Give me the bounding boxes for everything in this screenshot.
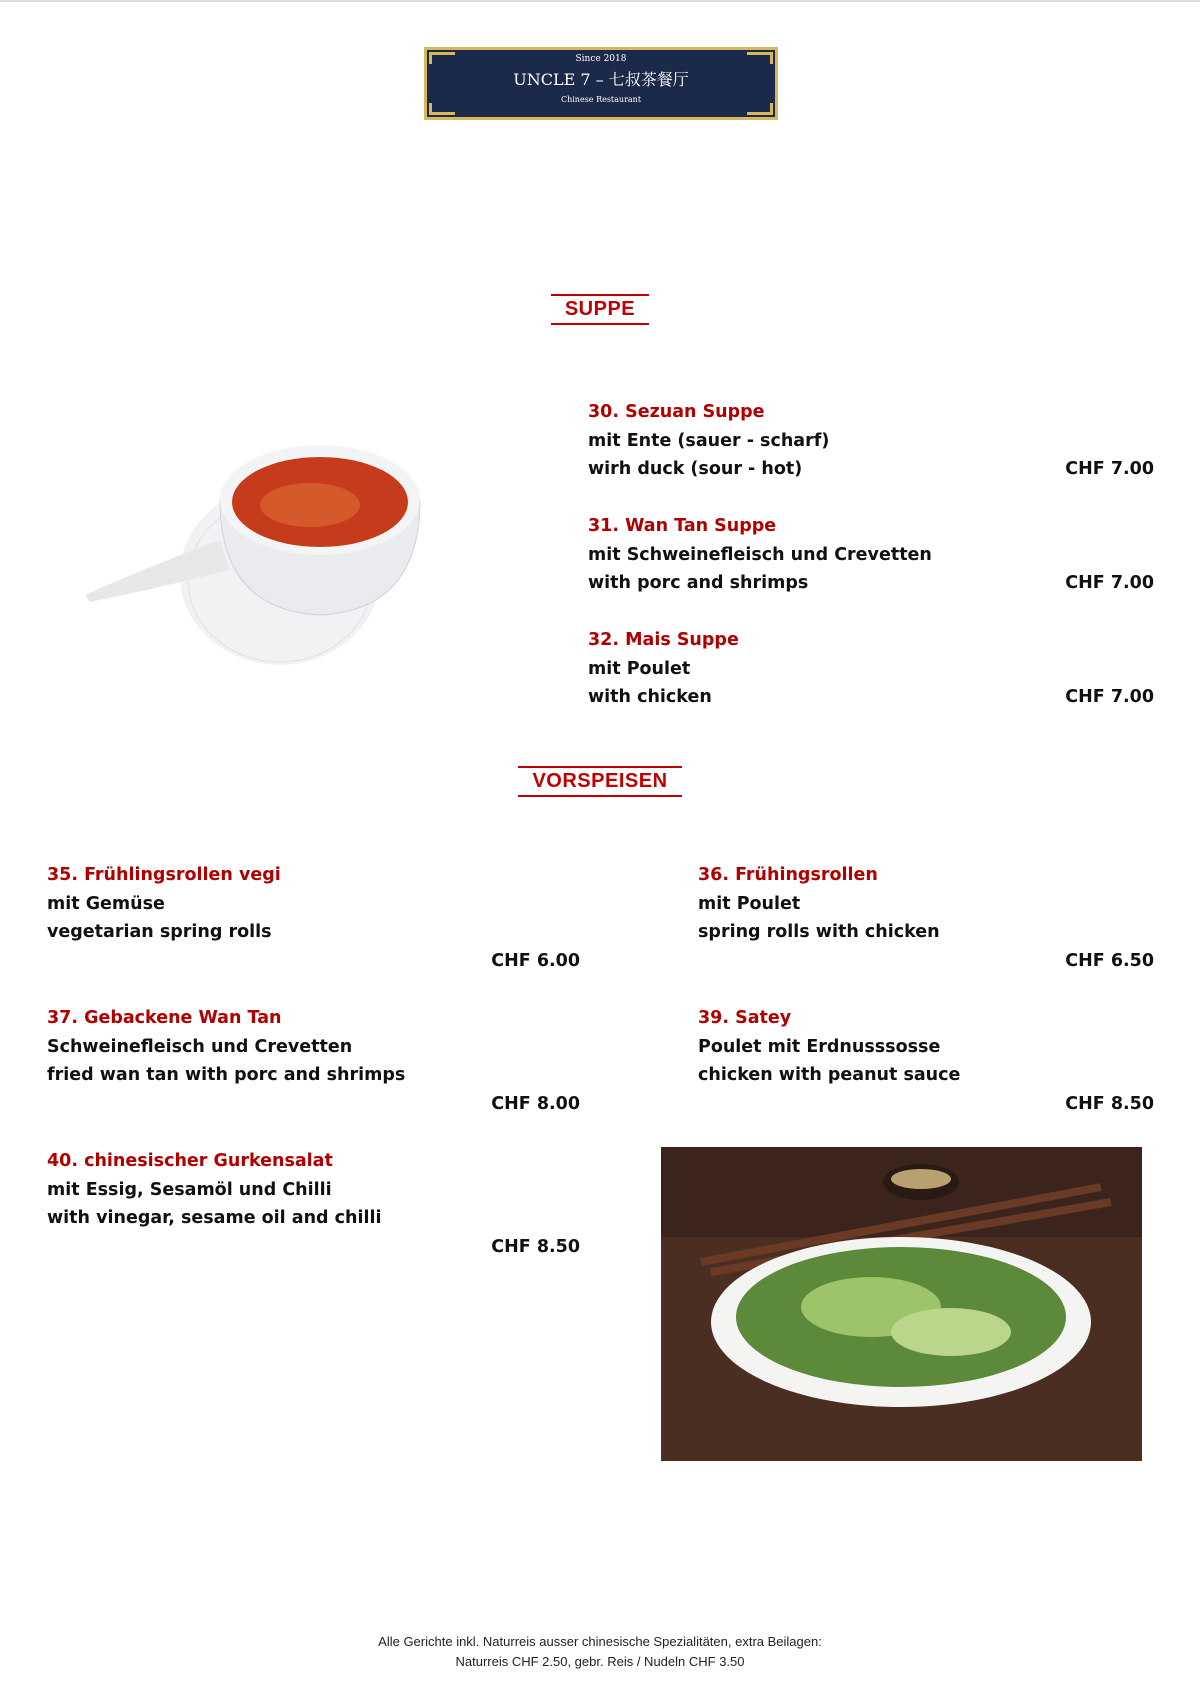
item-description-de: mit Essig, Sesamöl und Chilli (47, 1179, 332, 1200)
item-description-en: with vinegar, sesame oil and chilli (47, 1208, 382, 1228)
logo-subtitle: Chinese Restaurant (560, 95, 642, 104)
cucumber-salad-image (661, 1147, 1142, 1461)
menu-item (588, 398, 829, 484)
item-price: CHF 7.00 (1065, 573, 1154, 593)
item-description-en: with chicken (588, 687, 712, 707)
item-title: 32. Mais Suppe (588, 630, 739, 650)
logo-name: UNCLE 7 – 七叔茶餐厅 (513, 70, 689, 89)
item-price: CHF 7.00 (1065, 459, 1154, 479)
item-description-de: mit Schweinefleisch und Crevetten (588, 544, 932, 565)
item-description-en: wirh duck (sour - hot) (588, 459, 803, 479)
menu-item (588, 512, 932, 598)
top-border (0, 0, 1200, 2)
item-title: 30. Sezuan Suppe (588, 402, 765, 422)
item-title: 37. Gebackene Wan Tan (47, 1008, 282, 1028)
footer-line-1: Alle Gerichte inkl. Naturreis ausser chinesische Spezialitäten, extra Beilagen: (378, 1634, 822, 1649)
item-price: CHF 8.00 (491, 1094, 580, 1114)
menu-item (47, 1147, 381, 1233)
item-description-en: vegetarian spring rolls (47, 922, 272, 942)
menu-item (588, 626, 739, 712)
menu-item (47, 1004, 405, 1090)
item-price: CHF 8.50 (1065, 1094, 1154, 1114)
item-description-de: mit Ente (sauer - scharf) (588, 430, 830, 451)
item-description-de: mit Poulet (588, 658, 691, 679)
logo-since: Since 2018 (575, 54, 627, 64)
item-price: CHF 6.00 (491, 951, 580, 971)
item-description-de: Schweinefleisch und Crevetten (47, 1036, 353, 1057)
item-description-de: mit Gemüse (47, 893, 165, 914)
item-price: CHF 8.50 (491, 1237, 580, 1257)
soup-image (80, 420, 480, 685)
item-title: 36. Frühingsrollen (698, 865, 878, 885)
item-description-de: mit Poulet (698, 893, 801, 914)
item-description-en: chicken with peanut sauce (698, 1065, 961, 1085)
item-price: CHF 6.50 (1065, 951, 1154, 971)
item-title: 35. Frühlingsrollen vegi (47, 865, 281, 885)
item-description-de: Poulet mit Erdnusssosse (698, 1036, 941, 1057)
menu-item (698, 1004, 960, 1090)
footer-line-2: Naturreis CHF 2.50, gebr. Reis / Nudeln CHF 3.50 (455, 1654, 745, 1669)
menu-item (47, 861, 281, 947)
restaurant-logo (424, 47, 778, 120)
section-heading-suppe: SUPPE (0, 294, 1200, 325)
item-title: 40. chinesischer Gurkensalat (47, 1151, 333, 1171)
item-description-en: spring rolls with chicken (698, 922, 940, 942)
footer-note (0, 1632, 1200, 1672)
item-description-en: with porc and shrimps (588, 573, 809, 593)
item-title: 31. Wan Tan Suppe (588, 516, 777, 536)
item-description-en: fried wan tan with porc and shrimps (47, 1065, 406, 1085)
item-title: 39. Satey (698, 1008, 792, 1028)
item-price: CHF 7.00 (1065, 687, 1154, 707)
menu-item (698, 861, 940, 947)
section-heading-vorspeisen: VORSPEISEN (0, 766, 1200, 797)
